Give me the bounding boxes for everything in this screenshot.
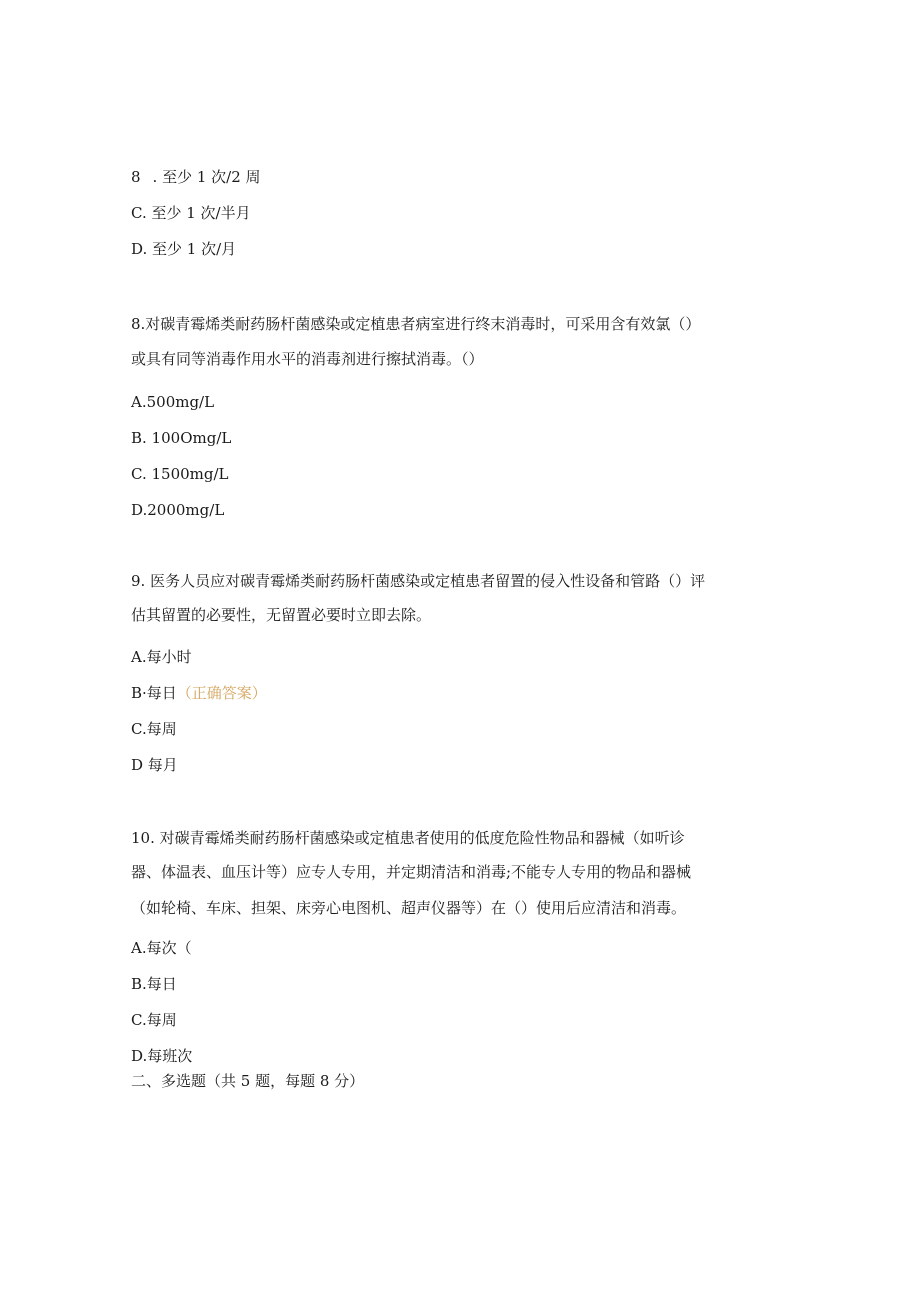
q8-option-d: D.2000mg/L [131,501,225,519]
q10-stem-line1: 10. 对碳青霉烯类耐药肠杆菌感染或定植患者使用的低度危险性物品和器械（如听诊 [131,829,685,847]
q10-option-c: C.每周 [131,1011,177,1029]
q9-option-a: A.每小时 [131,648,192,666]
q10-option-a: A.每次（ [131,939,192,957]
q7-option-d: D. 至少 1 次/月 [131,240,237,258]
correct-answer-mark: （正确答案） [176,684,267,702]
q10-stem-line2: 器、体温表、血压计等）应专人专用，并定期清洁和消毒;不能专人专用的物品和器械 [131,863,692,881]
q10-option-d: D.每班次 [131,1047,193,1065]
q10-option-b: B.每日 [131,975,177,993]
q7-option-b [131,167,261,187]
q9-option-c: C.每周 [131,720,177,738]
q9-option-d: D 每月 [131,756,178,774]
q7-option-b-number: 8 [131,168,141,186]
q9-option-b [131,683,267,703]
q7-option-b-text: . 至少 1 次/2 周 [152,168,261,186]
q9-stem-line2: 估其留置的必要性，无留置必要时立即去除。 [131,606,432,624]
q8-option-a: A.500mg/L [131,393,215,411]
q7-option-c: C. 至少 1 次/半月 [131,204,251,222]
q8-stem-line2: 或具有同等消毒作用水平的消毒剂进行擦拭消毒。（） [131,350,484,368]
q8-stem-line1: 8.对碳青霉烯类耐药肠杆菌感染或定植患者病室进行终末消毒时，可采用含有效氯（） [131,315,701,333]
q8-option-b: B. 100Omg/L [131,429,232,447]
q8-option-c: C. 1500mg/L [131,465,229,483]
q9-option-b-text: B·每日 [131,684,177,702]
section-heading: 二、多选题（共 5 题，每题 8 分） [131,1072,365,1090]
q9-stem-line1: 9. 医务人员应对碳青霉烯类耐药肠杆菌感染或定植患者留置的侵入性设备和管路（）评 [131,572,706,590]
q10-stem-line3: （如轮椅、车床、担架、床旁心电图机、超声仪器等）在（）使用后应清洁和消毒。 [131,899,687,917]
